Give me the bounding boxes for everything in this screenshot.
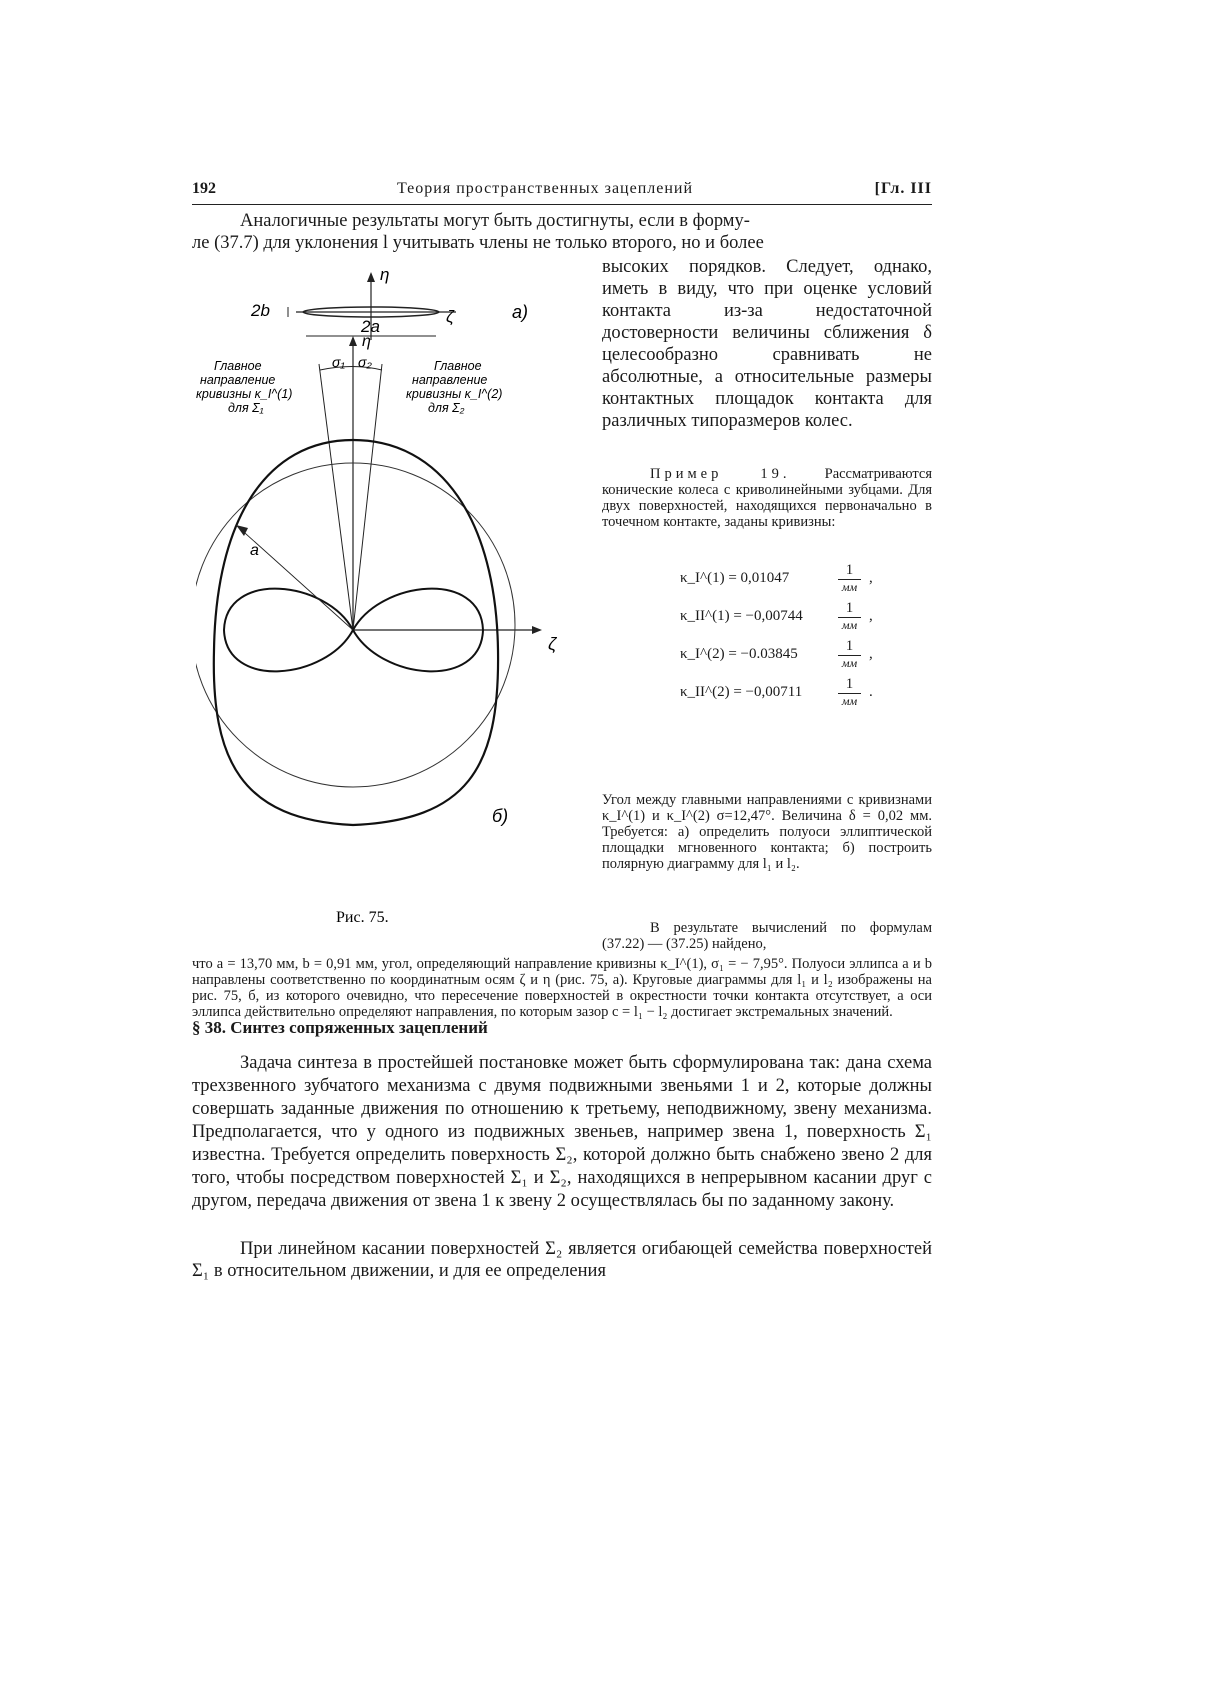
- label-radius: a: [250, 542, 259, 559]
- intro-line-2: ле (37.7) для уклонения l учитывать члены не только второго, но и более: [192, 233, 764, 253]
- example-label: Пример 19.: [650, 466, 791, 482]
- fraction-den: мм: [841, 580, 858, 594]
- formula-tail: ,: [869, 607, 873, 624]
- right-note-line: кривизны κ_I^(2): [406, 387, 503, 401]
- chapter-label: [Гл. III: [874, 180, 932, 197]
- formula-lhs: κ_II^(2) = −0,00711: [680, 683, 803, 700]
- section-paragraph-1: Задача синтеза в простейшей постановке может быть сформулирована так: дана схема трехзвенного зубчатого механизма с двумя подвижными звеньями 1 и 2, которые должны совершать заданные движения по отношению к третьему, неподвижному, звену механизма. Предполагается, что у одного из подвижных звеньев, например звена 1, поверхность Σ₁ известна. Требуется определить поверхность Σ₂, которой должно быть снабжено звено 2 для того, чтобы посредством поверхностей Σ₁ и Σ₂, находящихся в непрерывном касании друг с другом, передача движения от звена 1 к звену 2 осуществлялась бы по заданному закону.: [192, 1053, 932, 1211]
- formula-row: [680, 676, 930, 714]
- example-paragraph: [602, 466, 932, 530]
- label-part-a: а): [512, 302, 529, 322]
- principal-direction-1: [319, 364, 353, 630]
- formula-row: [680, 600, 930, 638]
- zeta-arrow-b: [532, 626, 542, 634]
- polar-diagram-outer: [214, 440, 498, 825]
- right-note-line: для Σ₂: [428, 401, 465, 415]
- label-sigma2: σ₂: [358, 354, 372, 370]
- fraction-num: 1: [838, 600, 862, 618]
- fraction-num: 1: [838, 638, 862, 656]
- left-note-line: Главное: [214, 359, 262, 373]
- formula-lhs: κ_I^(2) = −0.03845: [680, 645, 798, 662]
- result-start: В результате вычислений по формулам (37.22) — (37.25) найдено,: [602, 920, 932, 952]
- left-note-line: направление: [200, 373, 276, 387]
- example-text: Рассматриваются конические колеса с криволинейными зубцами. Для двух поверхностей, находящихся первоначально в точечном контакте, заданы кривизны:: [602, 466, 933, 530]
- fraction-num: 1: [838, 562, 862, 580]
- eta-arrow-a: [367, 272, 375, 282]
- formula-tail: ,: [869, 645, 873, 662]
- section-title: § 38. Синтез сопряженных зацеплений: [192, 1018, 488, 1037]
- example-requirements: Угол между главными направлениями с кривизнами κ_I^(1) и κ_I^(2) σ=12,47°. Величина δ = 0,02 мм. Требуется: а) определить полуоси эллиптической площадки мгновенного контакта; б) построить полярную диаграмму для l₁ и l₂.: [602, 792, 932, 872]
- label-2a: 2a: [361, 317, 380, 336]
- section-paragraph-2: При линейном касании поверхностей Σ₂ является огибающей семейства поверхностей Σ₁ в относительном движении, и для ее определения: [192, 1239, 932, 1281]
- figure-75: [196, 270, 596, 930]
- formula-lhs: κ_I^(1) = 0,01047: [680, 569, 790, 586]
- radius-line: [236, 525, 353, 630]
- label-zeta-a: ζ: [446, 307, 454, 326]
- left-note-line: для Σ₁: [228, 401, 264, 415]
- eta-arrow-b: [349, 336, 357, 346]
- right-note-line: Главное: [434, 359, 482, 373]
- label-part-b: б): [492, 806, 509, 826]
- label-zeta-b: ζ: [548, 634, 557, 654]
- fraction-num: 1: [838, 676, 862, 694]
- left-note-line: кривизны κ_I^(1): [196, 387, 293, 401]
- formula-row: [680, 638, 930, 676]
- principal-direction-2: [353, 364, 382, 630]
- figure-part-b: [196, 333, 558, 826]
- label-2b: 2b: [251, 301, 270, 320]
- intro-line-1: Аналогичные результаты могут быть достигнуты, если в форму-: [240, 211, 750, 231]
- label-eta-b: η: [362, 333, 371, 350]
- formula-fraction: [838, 600, 862, 633]
- right-note-line: направление: [412, 373, 488, 387]
- formula-tail: ,: [869, 569, 873, 586]
- right-principal-note: [406, 359, 502, 415]
- sigma-arc: [320, 367, 382, 371]
- formula-fraction: [838, 562, 862, 595]
- formula-block: [680, 562, 930, 714]
- result-paragraph: что a = 13,70 мм, b = 0,91 мм, угол, определяющий направление кривизны κ_I^(1), σ₁ = − 7,95°. Полуоси эллипса a и b направлены соответственно по координатным осям ζ и η (рис. 75, а). Круговые диаграммы для l₁ и l₂ изображены на рис. 75, б, из которого очевидно, что пересечение поверхностей в окрестности точки контакта отсутствует, а оси эллипса действительно определяют направления, по которым зазор c = l₁ − l₂ достигает экстремальных значений.: [192, 956, 932, 1020]
- formula-fraction: [838, 638, 862, 671]
- page-header: [192, 180, 932, 205]
- running-title: Теория пространственных зацеплений: [397, 180, 694, 197]
- figure-caption: Рис. 75.: [336, 909, 389, 926]
- figure-part-a: [250, 270, 528, 340]
- fraction-den: мм: [841, 618, 858, 632]
- fraction-den: мм: [841, 694, 858, 708]
- label-eta-a: η: [380, 270, 390, 284]
- intro-right-column: высоких порядков. Следует, однако, иметь в виду, что при оценке условий контакта из-за недостаточной достоверности величины сближения δ целесообразно сравнивать не абсолютные, а относительные размеры контактных площадок контакта для различных типоразмеров колес.: [602, 257, 932, 431]
- left-principal-note: [196, 359, 292, 415]
- formula-lhs: κ_II^(1) = −0,00744: [680, 607, 803, 624]
- formula-row: [680, 562, 930, 600]
- formula-tail: .: [869, 683, 873, 700]
- fraction-den: мм: [841, 656, 858, 670]
- formula-fraction: [838, 676, 862, 709]
- label-sigma1: σ₁: [332, 354, 345, 370]
- page-number: 192: [192, 180, 216, 197]
